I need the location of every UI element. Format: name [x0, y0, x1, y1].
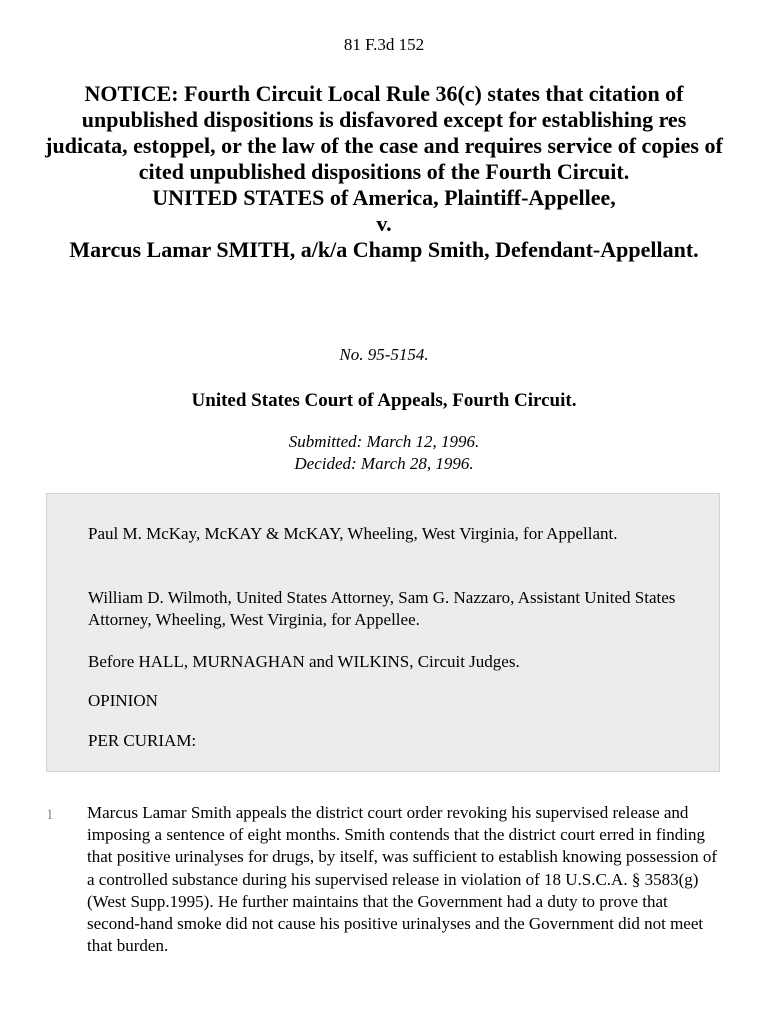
case-citation: 81 F.3d 152 — [343, 35, 425, 54]
versus-label: v. — [376, 211, 392, 236]
per-curiam-label: PER CURIAM: — [88, 731, 197, 750]
appellant-counsel: Paul M. McKay, McKAY & McKAY, Wheeling, West Virginia, for Appellant. — [88, 524, 618, 543]
judges-panel: Before HALL, MURNAGHAN and WILKINS, Circuit Judges. — [88, 652, 520, 671]
appellee-counsel: William D. Wilmoth, United States Attorney, Sam G. Nazzaro, Assistant United States Attorney, Wheeling, West Virginia, for Appellee. — [88, 588, 676, 629]
counsel-box — [46, 493, 720, 772]
notice-text: NOTICE: Fourth Circuit Local Rule 36(c) states that citation of unpublished dispositions is disfavored except for establishing res judicata, estoppel, or the law of the case and requires service of copies of cited unpublished dispositions of the Fourth Circuit. — [45, 81, 723, 184]
case-heading — [40, 81, 728, 263]
defendant-party: Marcus Lamar SMITH, a/k/a Champ Smith, Defendant-Appellant. — [69, 237, 699, 262]
plaintiff-party: UNITED STATES of America, Plaintiff-Appellee, — [152, 185, 616, 210]
decided-date: Decided: March 28, 1996. — [294, 454, 474, 473]
docket-number: No. 95-5154. — [339, 345, 429, 364]
submitted-date: Submitted: March 12, 1996. — [288, 432, 480, 451]
case-dates — [0, 431, 768, 475]
court-name: United States Court of Appeals, Fourth Circuit. — [191, 390, 577, 411]
paragraph-text: Marcus Lamar Smith appeals the district court order revoking his supervised release and imposing a sentence of eight months. Smith contends that the district court erred in finding that positive urinalyses for drugs, by itself, was sufficient to establish knowing possession of a controlled substance during his supervised release in violation of 18 U.S.C.A. § 3583(g) (West Supp.1995). He further maintains that the Government had a duty to prove that second-hand smoke did not cause his positive urinalyses and the Government did not meet that burden. — [87, 803, 718, 956]
paragraph-number: 1 — [46, 807, 54, 823]
opinion-label: OPINION — [88, 691, 158, 710]
